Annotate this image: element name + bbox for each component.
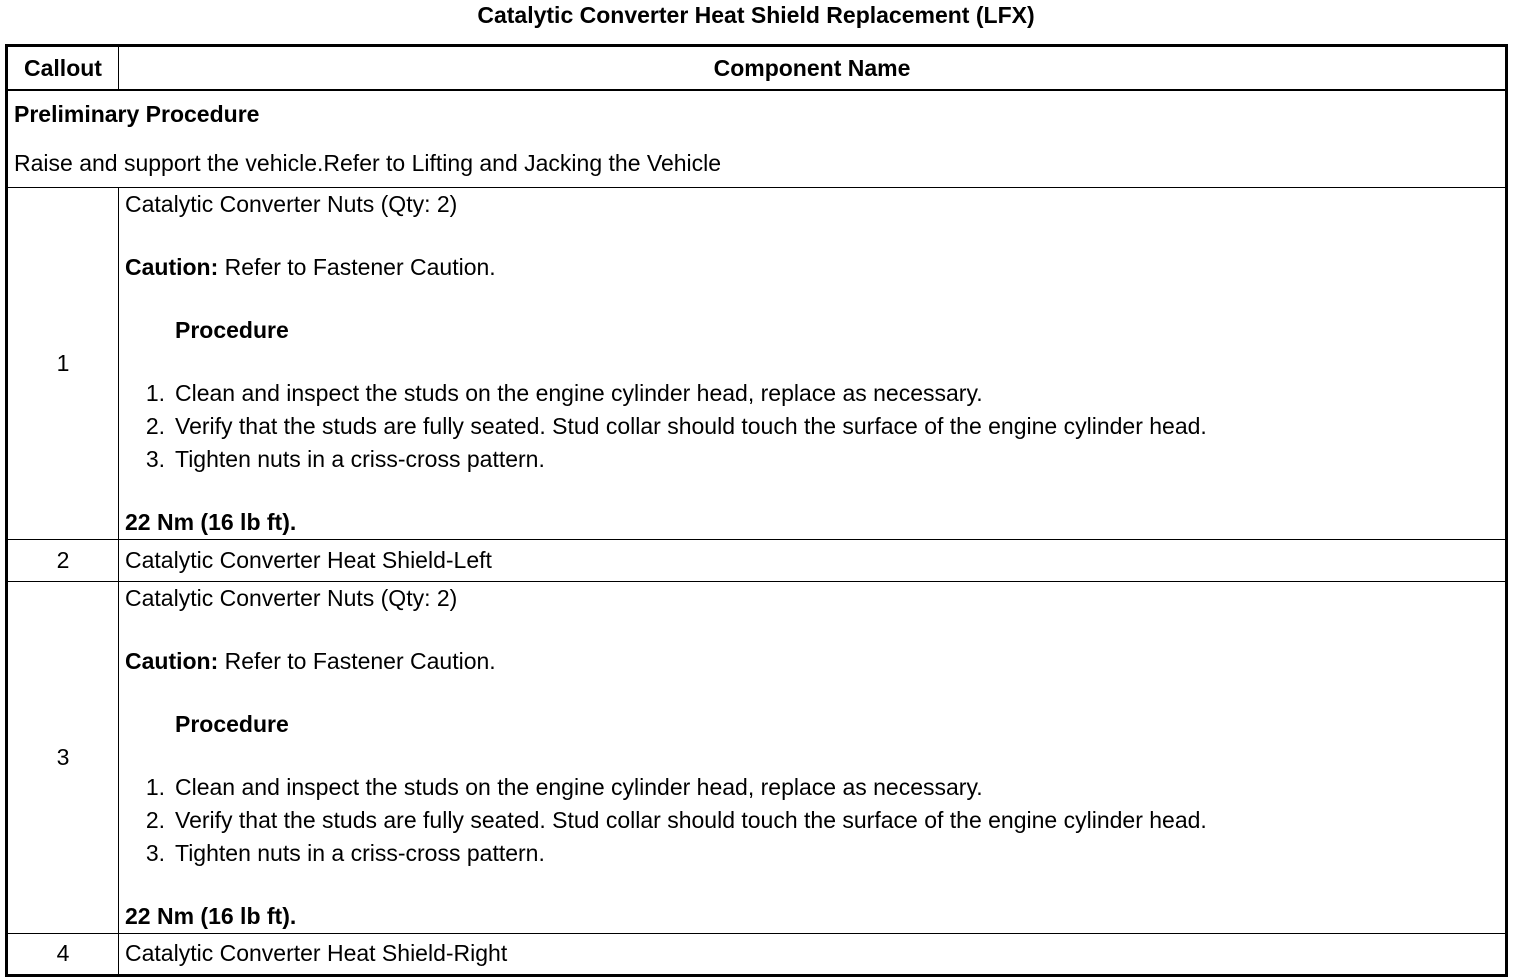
preliminary-title: Preliminary Procedure [14, 100, 260, 127]
component-name: Catalytic Converter Heat Shield-Right [119, 933, 1507, 975]
procedure-steps [125, 771, 1499, 870]
step-text: Tighten nuts in a criss-cross pattern. [175, 445, 545, 472]
procedure-step [145, 771, 1499, 804]
step-text: Clean and inspect the studs on the engine cylinder head, replace as necessary. [175, 773, 983, 800]
caution-label: Caution: [125, 253, 219, 280]
procedure-heading: Procedure [175, 316, 289, 343]
component-name: Catalytic Converter Nuts (Qty: 2) [125, 584, 458, 611]
callout-cell: 4 [7, 933, 119, 975]
table-header-row [7, 46, 1507, 91]
step-text: Verify that the studs are fully seated. Stud collar should touch the surface of the engine cylinder head. [175, 412, 1207, 439]
caution-label: Caution: [125, 647, 219, 674]
caution-line [125, 251, 1499, 284]
procedure-step [145, 804, 1499, 837]
procedure-step [145, 837, 1499, 870]
step-number: 3. [145, 839, 165, 866]
callout-column-header: Callout [7, 46, 119, 91]
step-number: 2. [145, 412, 165, 439]
document-title: Catalytic Converter Heat Shield Replacement (LFX) [477, 2, 1035, 28]
component-cell [119, 187, 1507, 539]
step-text: Clean and inspect the studs on the engine cylinder head, replace as necessary. [175, 379, 983, 406]
procedure-steps [125, 377, 1499, 476]
component-name: Catalytic Converter Heat Shield-Left [119, 539, 1507, 581]
caution-text: Refer to Fastener Caution. [218, 647, 496, 674]
caution-text: Refer to Fastener Caution. [218, 253, 496, 280]
table-row [7, 539, 1507, 581]
procedure-step [145, 443, 1499, 476]
table-row [7, 933, 1507, 975]
torque-spec: 22 Nm (16 lb ft). [125, 902, 297, 929]
component-name-column-header: Component Name [119, 46, 1507, 91]
step-number: 2. [145, 806, 165, 833]
preliminary-row [7, 90, 1507, 187]
caution-line [125, 645, 1499, 678]
procedure-step [145, 410, 1499, 443]
step-text: Verify that the studs are fully seated. Stud collar should touch the surface of the engine cylinder head. [175, 806, 1207, 833]
callout-cell: 2 [7, 539, 119, 581]
torque-spec: 22 Nm (16 lb ft). [125, 508, 297, 535]
preliminary-cell [7, 90, 1507, 187]
step-number: 1. [145, 379, 165, 406]
table-row [7, 187, 1507, 539]
preliminary-text: Raise and support the vehicle.Refer to Lifting and Jacking the Vehicle [14, 149, 722, 176]
table-row [7, 581, 1507, 933]
component-name: Catalytic Converter Nuts (Qty: 2) [125, 190, 458, 217]
procedure-step [145, 377, 1499, 410]
procedure-heading: Procedure [175, 710, 289, 737]
step-number: 3. [145, 445, 165, 472]
component-table [5, 44, 1508, 977]
step-text: Tighten nuts in a criss-cross pattern. [175, 839, 545, 866]
component-cell [119, 581, 1507, 933]
callout-cell: 3 [7, 581, 119, 933]
step-number: 1. [145, 773, 165, 800]
callout-cell: 1 [7, 187, 119, 539]
